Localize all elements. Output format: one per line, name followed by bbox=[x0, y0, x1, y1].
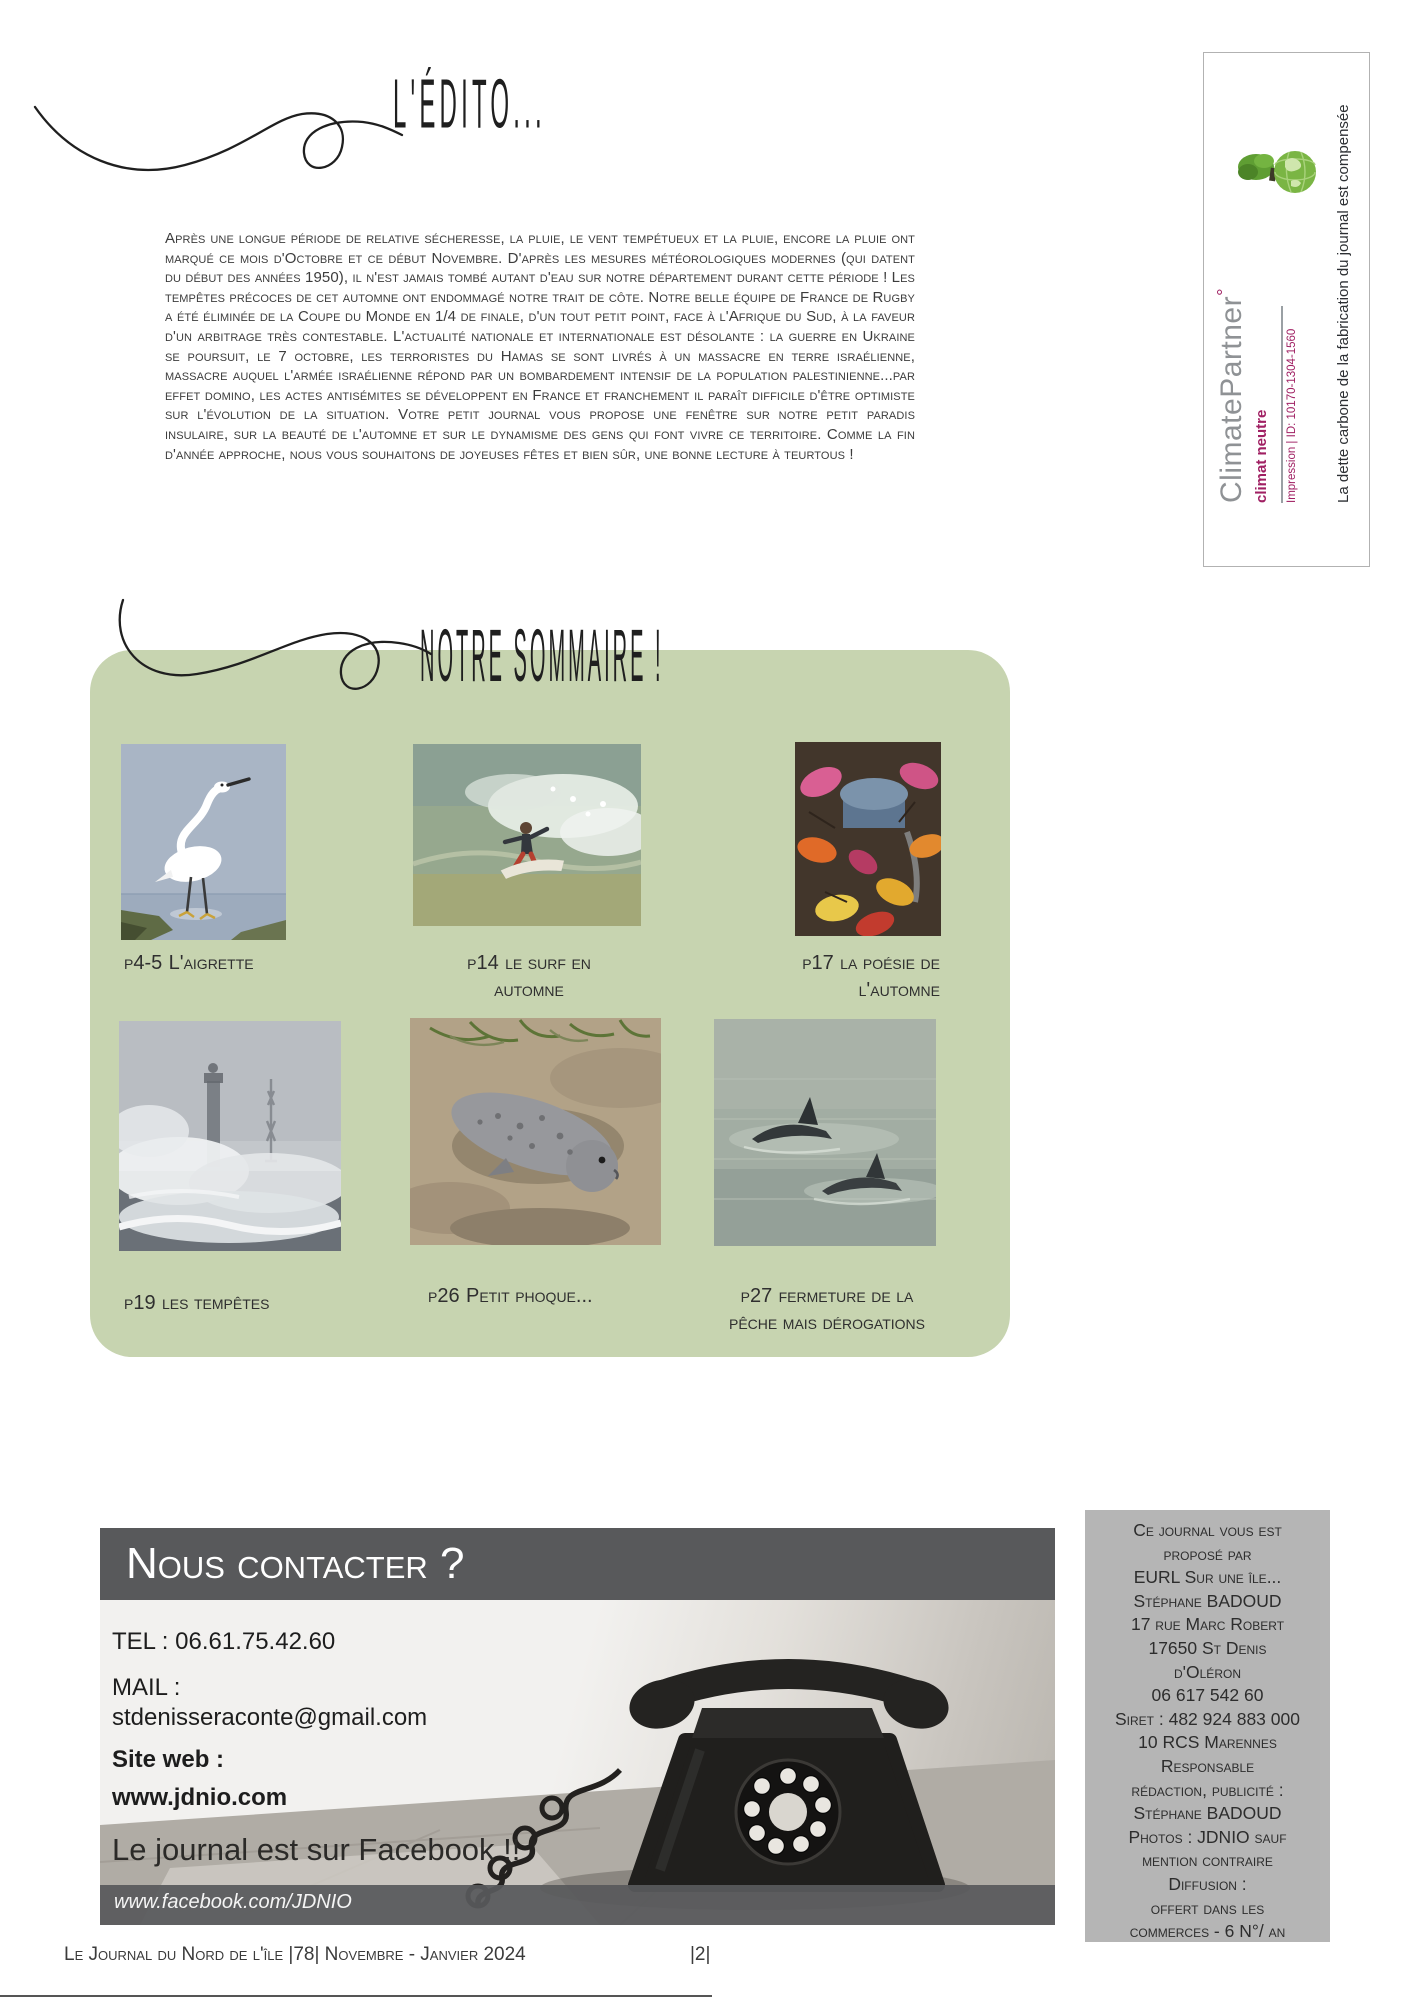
contact-title: Nous contacter ? bbox=[126, 1539, 465, 1588]
edito-title: L'ÉDITO... bbox=[393, 66, 546, 143]
caption-label: le surf en automne bbox=[494, 952, 591, 1001]
facebook-bar bbox=[100, 1885, 1055, 1925]
dolphins-photo bbox=[714, 1019, 936, 1246]
contact-tel: TEL : 06.61.75.42.60 bbox=[112, 1628, 336, 1655]
climat-neutre-label: climat neutre bbox=[1253, 409, 1270, 503]
publisher-line: EURL Sur une île... bbox=[1133, 1567, 1282, 1588]
publisher-line: Diffusion : bbox=[1168, 1873, 1247, 1894]
caption-label: L'aigrette bbox=[168, 952, 254, 974]
caption-page: p27 bbox=[740, 1285, 773, 1307]
contact-mail-label: MAIL : bbox=[112, 1674, 181, 1701]
publisher-line: Ce journal vous est bbox=[1133, 1520, 1282, 1540]
publisher-line: Photos : JDNIO sauf bbox=[1128, 1826, 1287, 1847]
edito-body-text: Après une longue période de relative sécheresse, la pluie, le vent tempétueux et la pluie, encore la pluie ont marqué ce mois d'Octobre et ce début Novembre. D'après les mesures météorologiques modernes (qui datent du début des années 1950), il n'est jamais tombé autant d'eau sur notre département durant cette période ! Les tempêtes précoces de cet automne ont endommagé notre trait de côte. Notre belle équipe de France de Rugby a été éliminée de la Coupe du Monde en 1/4 de finale, d'un tout petit point, face à l'Afrique du Sud, à la faveur d'un arbitrage très contestable. L'actualité nationale et internationale est désolante : la guerre en Ukraine se poursuit, le 7 octobre, les terroristes du Hamas se sont livrés à un massacre en terre israélienne, massacre auquel l'armée israélienne répond par un bombardement intensif de la population palestinienne...par effet domino, les actes antisémites se développent en France et franchement il paraît difficile d'être optimiste sur l'évolution de la situation. Votre petit journal vous propose une fenêtre sur notre petit paradis insulaire, sur la beauté de l'automne et sur le dynamisme des gens qui font vivre ce territoire. Comme la fin d'année approche, nous vous souhaitons de joyeuses fêtes et bien sûr, une bonne lecture à teurtous ! bbox=[165, 230, 915, 463]
storm-waves-photo bbox=[119, 1021, 341, 1251]
publisher-line: Responsable bbox=[1160, 1755, 1255, 1776]
sommaire-squiggle bbox=[105, 588, 435, 718]
climate-partner-badge bbox=[1203, 52, 1370, 567]
rotary-phone-photo bbox=[100, 1600, 1055, 1925]
publisher-line: rédaction, publicité : bbox=[1131, 1779, 1284, 1800]
facebook-announce: Le journal est sur Facebook !! bbox=[112, 1832, 521, 1867]
sommaire-caption-peche bbox=[716, 1283, 938, 1337]
publisher-line: d'Oléron bbox=[1174, 1661, 1241, 1682]
contact-header-bar bbox=[100, 1528, 1055, 1600]
contact-site-label: Site web : bbox=[112, 1746, 225, 1773]
caption-page: p14 bbox=[467, 952, 499, 974]
sommaire-caption-surf bbox=[440, 950, 618, 1004]
sommaire-caption-aigrette bbox=[124, 950, 394, 977]
contact-section bbox=[100, 1528, 1055, 1925]
impression-id: Impression | ID: 10170-1304-1560 bbox=[1286, 328, 1298, 503]
egret-photo bbox=[121, 744, 286, 940]
publisher-line: 17 rue Marc Robert bbox=[1130, 1614, 1285, 1635]
surfer-photo bbox=[413, 744, 641, 926]
climate-partner-logo bbox=[1213, 253, 1249, 503]
carbon-note: La dette carbone de la fabrication du journal est compensée bbox=[1335, 104, 1352, 503]
publisher-line: proposé par bbox=[1163, 1543, 1252, 1564]
publisher-line: 06 617 542 60 bbox=[1151, 1685, 1264, 1706]
publisher-line: Siret : 482 924 883 000 bbox=[1115, 1708, 1300, 1729]
contact-email-link[interactable]: stdenisseraconte@gmail.com bbox=[112, 1704, 428, 1731]
tree-globe-icon bbox=[1237, 141, 1321, 203]
caption-page: p19 bbox=[124, 1292, 156, 1314]
publisher-line: 10 RCS Marennes bbox=[1138, 1732, 1277, 1753]
sommaire-caption-phoque bbox=[428, 1283, 678, 1310]
footer-journal-title: Le Journal du Nord de l'île |78| Novembre - Janvier 2024 bbox=[64, 1944, 526, 1965]
caption-label: les tempêtes bbox=[161, 1292, 270, 1314]
caption-label: Petit phoque... bbox=[465, 1285, 593, 1307]
sommaire-caption-tempetes bbox=[124, 1290, 404, 1317]
publisher-line: Stéphane BADOUD bbox=[1133, 1803, 1282, 1824]
footer-page-number: |2| bbox=[690, 1944, 711, 1965]
contact-site-link[interactable]: www.jdnio.com bbox=[112, 1784, 288, 1811]
edito-squiggle bbox=[30, 85, 410, 205]
caption-page: p26 bbox=[428, 1285, 460, 1307]
caption-page: p4-5 bbox=[124, 952, 163, 974]
seal-photo bbox=[410, 1018, 661, 1245]
publisher-line: mention contraire bbox=[1142, 1850, 1273, 1871]
publisher-line: 17650 St Denis bbox=[1148, 1637, 1267, 1658]
sommaire-title: NOTRE SOMMAIRE ! bbox=[420, 616, 664, 698]
facebook-url-link[interactable]: www.facebook.com/JDNIO bbox=[114, 1891, 352, 1913]
badge-divider bbox=[1281, 306, 1283, 503]
autumn-leaves-photo bbox=[795, 742, 941, 936]
caption-label: la poésie de l'automne bbox=[840, 952, 940, 1001]
footer-rule bbox=[0, 1995, 712, 1997]
sommaire-caption-poesie bbox=[770, 950, 940, 1004]
publisher-line: offert dans les bbox=[1150, 1897, 1265, 1918]
caption-label: fermeture de la pêche mais dérogations bbox=[729, 1285, 925, 1334]
publisher-info-box bbox=[1085, 1510, 1330, 1942]
publisher-line: Stéphane BADOUD bbox=[1133, 1590, 1282, 1611]
climate-partner-brand: ClimatePartner bbox=[1215, 295, 1248, 503]
degree-mark: ° bbox=[1213, 287, 1234, 296]
caption-page: p17 bbox=[802, 952, 834, 974]
publisher-line: commerces - 6 N°/ an bbox=[1129, 1921, 1286, 1942]
